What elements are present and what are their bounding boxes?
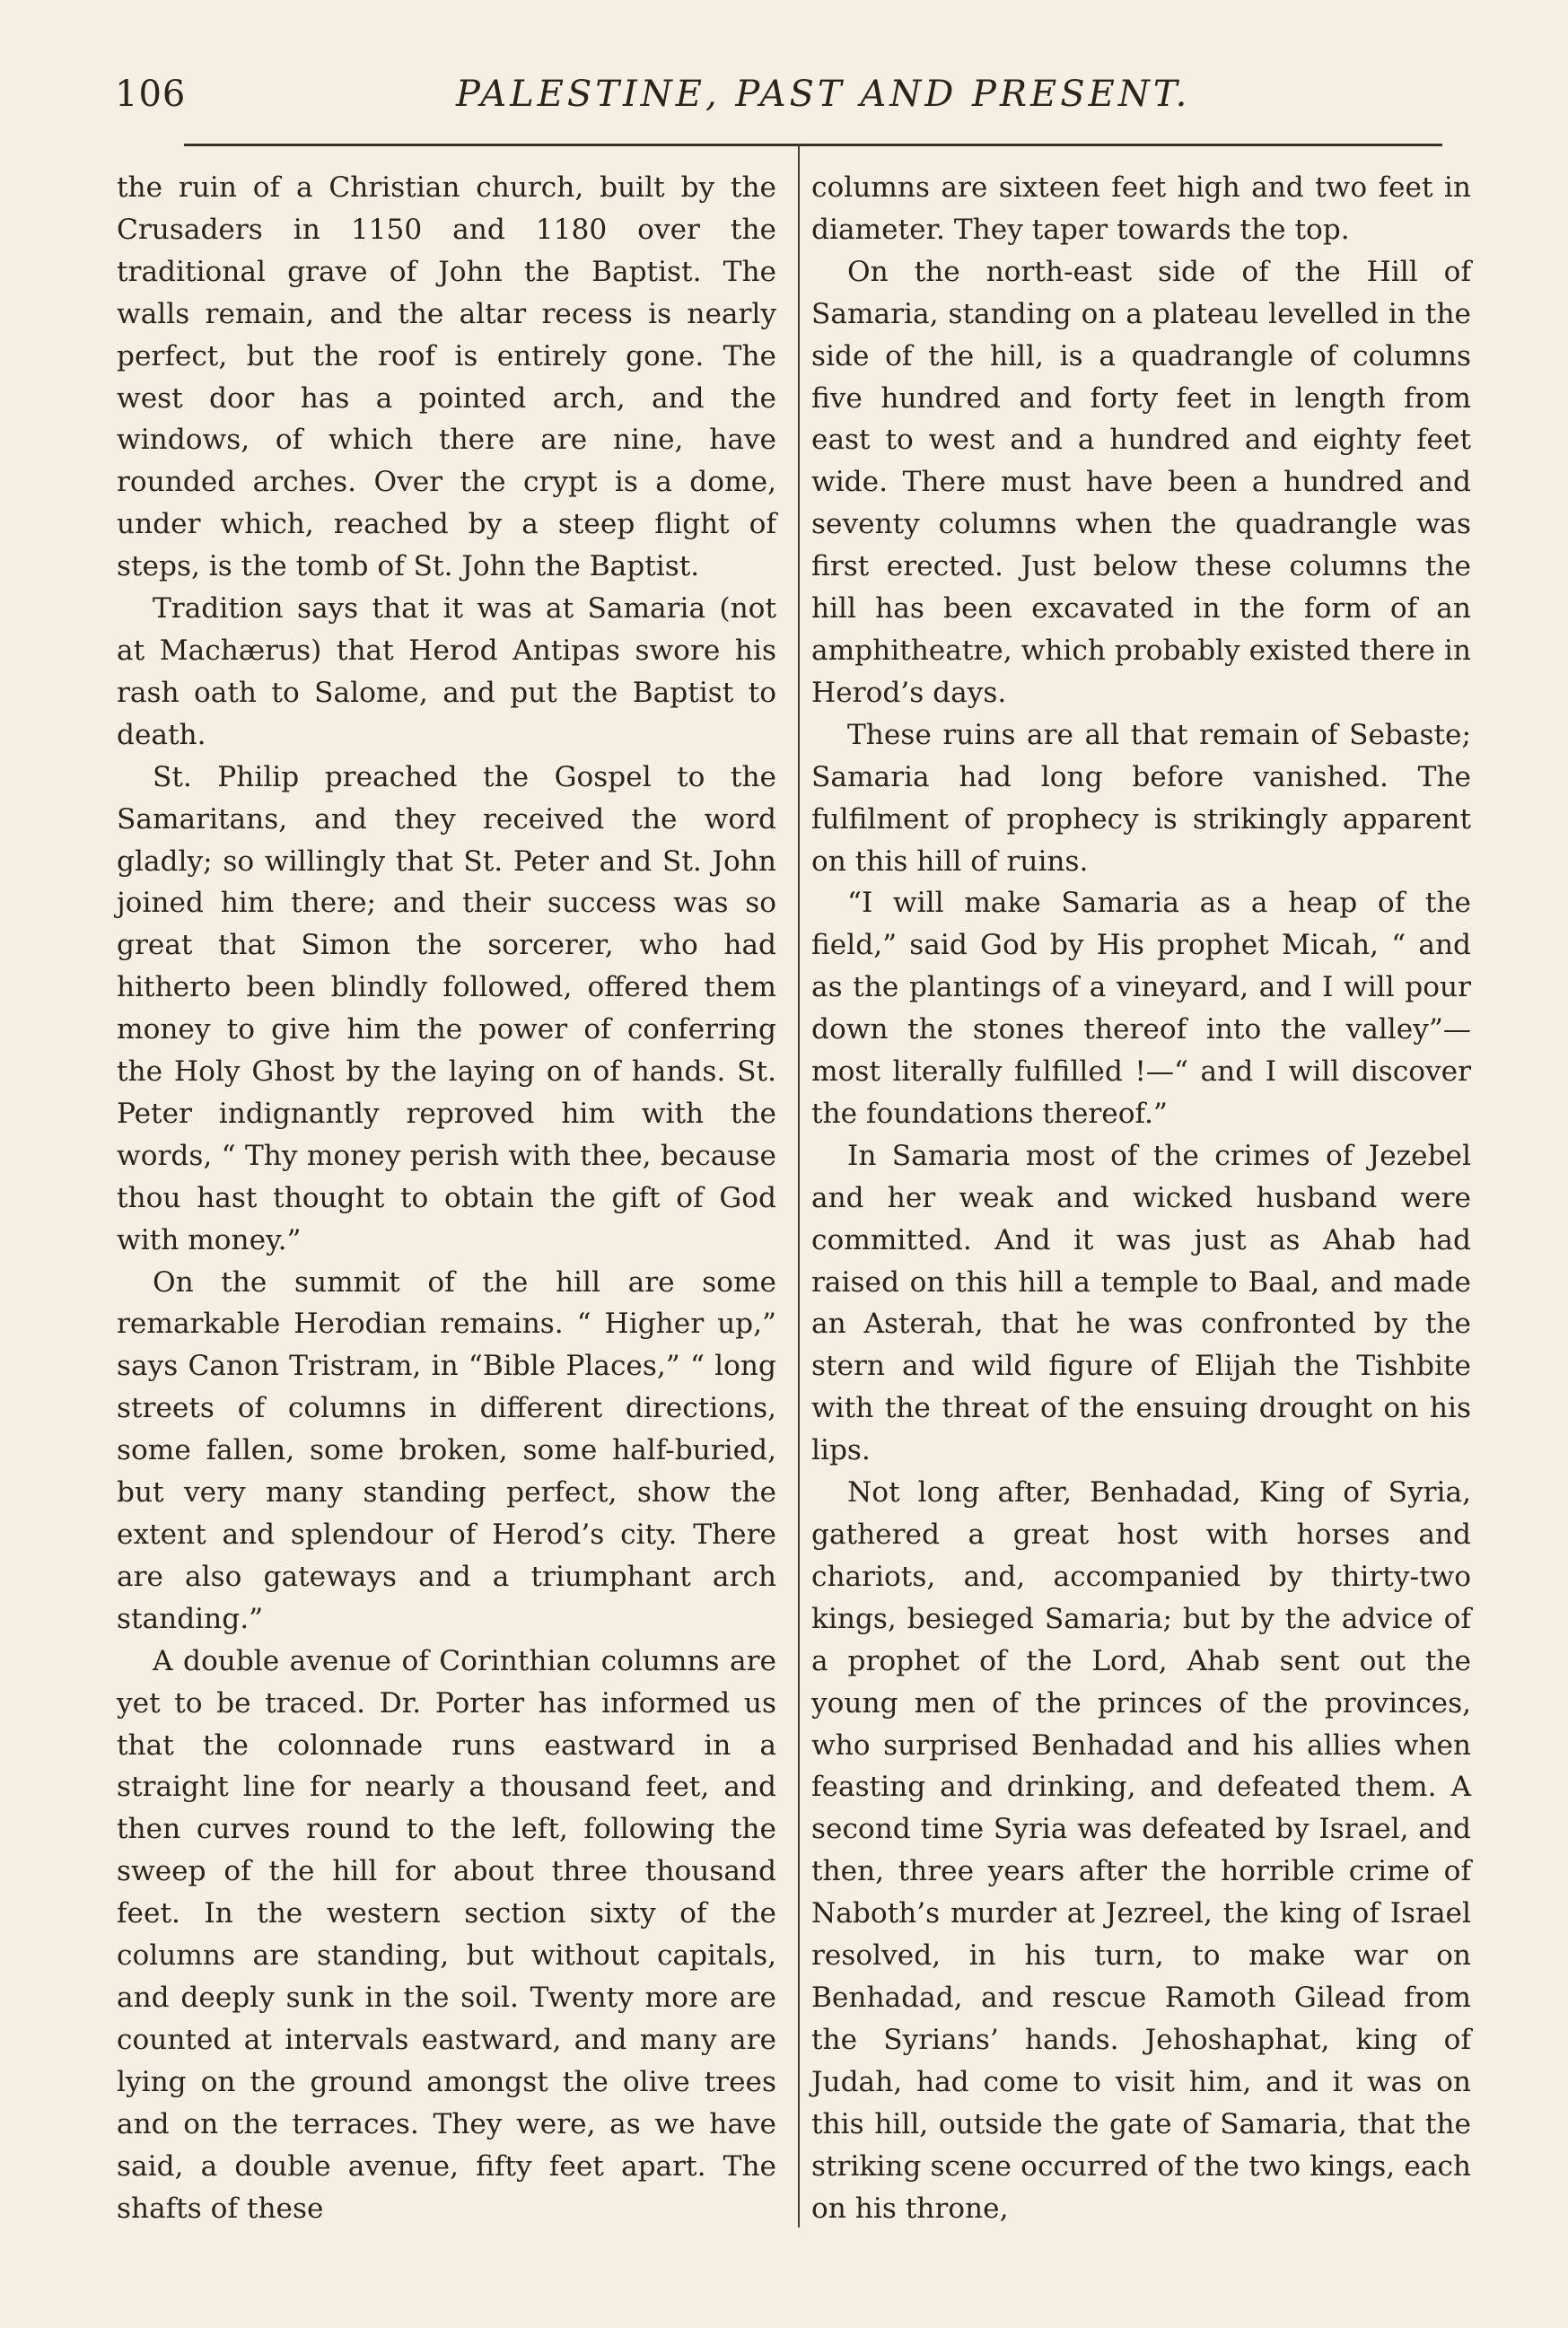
- column-divider: [798, 145, 800, 2227]
- page-number: 106: [115, 74, 187, 115]
- paragraph: Tradition says that it was at Samaria (not at Machærus) that Herod Antipas swore his rash oath to Salome, and put the Baptist to death.: [117, 592, 776, 751]
- paragraph: On the summit of the hill are some remarkable Herodian remains. “ Higher up,” says Canon Tristram, in “Bible Places,” “ long streets of columns in different directions, some fallen, some broken, some half-buried, but very many standing perfect, show the extent and splendour of Herod’s city. There are also gateways and a triumphant arch standing.”: [117, 1265, 776, 1635]
- paragraph: columns are sixteen feet high and two feet in diameter. They taper towards the top.: [811, 171, 1471, 246]
- page-header: [115, 74, 1443, 127]
- paragraph: Not long after, Benhadad, King of Syria, gathered a great host with horses and chariots, and, accompanied by thirty-two kings, besieged Samaria; but by the advice of a prophet of the Lord, Ahab sent out the young men of the princes of the provinces, who surprised Benhadad and his allies when feasting and drinking, and defeated them. A second time Syria was defeated by Israel, and then, three years after the horrible crime of Naboth’s murder at Jezreel, the king of Israel resolved, in his turn, to make war on Benhadad, and rescue Ramoth Gilead from the Syrians’ hands. Jehoshaphat, king of Judah, had come to visit him, and it was on this hill, outside the gate of Samaria, that the striking scene occurred of the two kings, each on his throne,: [811, 1476, 1471, 2225]
- paragraph: the ruin of a Christian church, built by the Crusaders in 1150 and 1180 over the traditional grave of John the Baptist. The walls remain, and the altar recess is nearly perfect, but the roof is entirely gone. The west door has a pointed arch, and the windows, of which there are nine, have rounded arches. Over the crypt is a dome, under which, reached by a steep flight of steps, is the tomb of St. John the Baptist.: [117, 171, 776, 583]
- right-column: [811, 167, 1471, 2229]
- paragraph: “I will make Samaria as a heap of the field,” said God by His prophet Micah, “ and as the plantings of a vineyard, and I will pour down the stones thereof into the valley”—most literally fulfilled !—“ and I will discover the foundations thereof.”: [811, 887, 1471, 1130]
- paragraph: On the north-east side of the Hill of Samaria, standing on a plateau levelled in the side of the hill, is a quadrangle of columns five hundred and forty feet in length from east to west and a hundred and eighty feet wide. There must have been a hundred and seventy columns when the quadrangle was first erected. Just below these columns the hill has been excavated in the form of an amphitheatre, which probably existed there in Herod’s days.: [811, 255, 1471, 709]
- paragraph: In Samaria most of the crimes of Jezebel and her weak and wicked husband were committed. And it was just as Ahab had raised on this hill a temple to Baal, and made an Asterah, that he was confronted by the stern and wild figure of Elijah the Tishbite with the threat of the ensuing drought on his lips.: [811, 1139, 1471, 1467]
- running-title: PALESTINE, PAST AND PRESENT.: [456, 74, 1191, 115]
- paragraph: St. Philip preached the Gospel to the Samaritans, and they received the word gladly; so willingly that St. Peter and St. John joined him there; and their success was so great that Simon the sorcerer, who had hitherto been blindly followed, offered them money to give him the power of conferring the Holy Ghost by the laying on of hands. St. Peter indignantly reproved him with the words, “ Thy money perish with thee, because thou hast thought to obtain the gift of God with money.”: [117, 760, 776, 1256]
- paragraph: A double avenue of Corinthian columns are yet to be traced. Dr. Porter has informed us that the colonnade runs eastward in a straight line for nearly a thousand feet, and then curves round to the left, following the sweep of the hill for about three thousand feet. In the western section sixty of the columns are standing, but without capitals, and deeply sunk in the soil. Twenty more are counted at intervals eastward, and many are lying on the ground amongst the olive trees and on the terraces. They were, as we have said, a double avenue, fifty feet apart. The shafts of these: [117, 1644, 776, 2225]
- paragraph: These ruins are all that remain of Sebaste; Samaria had long before vanished. The fulfilment of prophecy is strikingly apparent on this hill of ruins.: [811, 718, 1471, 878]
- left-column: [117, 167, 776, 2229]
- header-rule: [184, 144, 1442, 146]
